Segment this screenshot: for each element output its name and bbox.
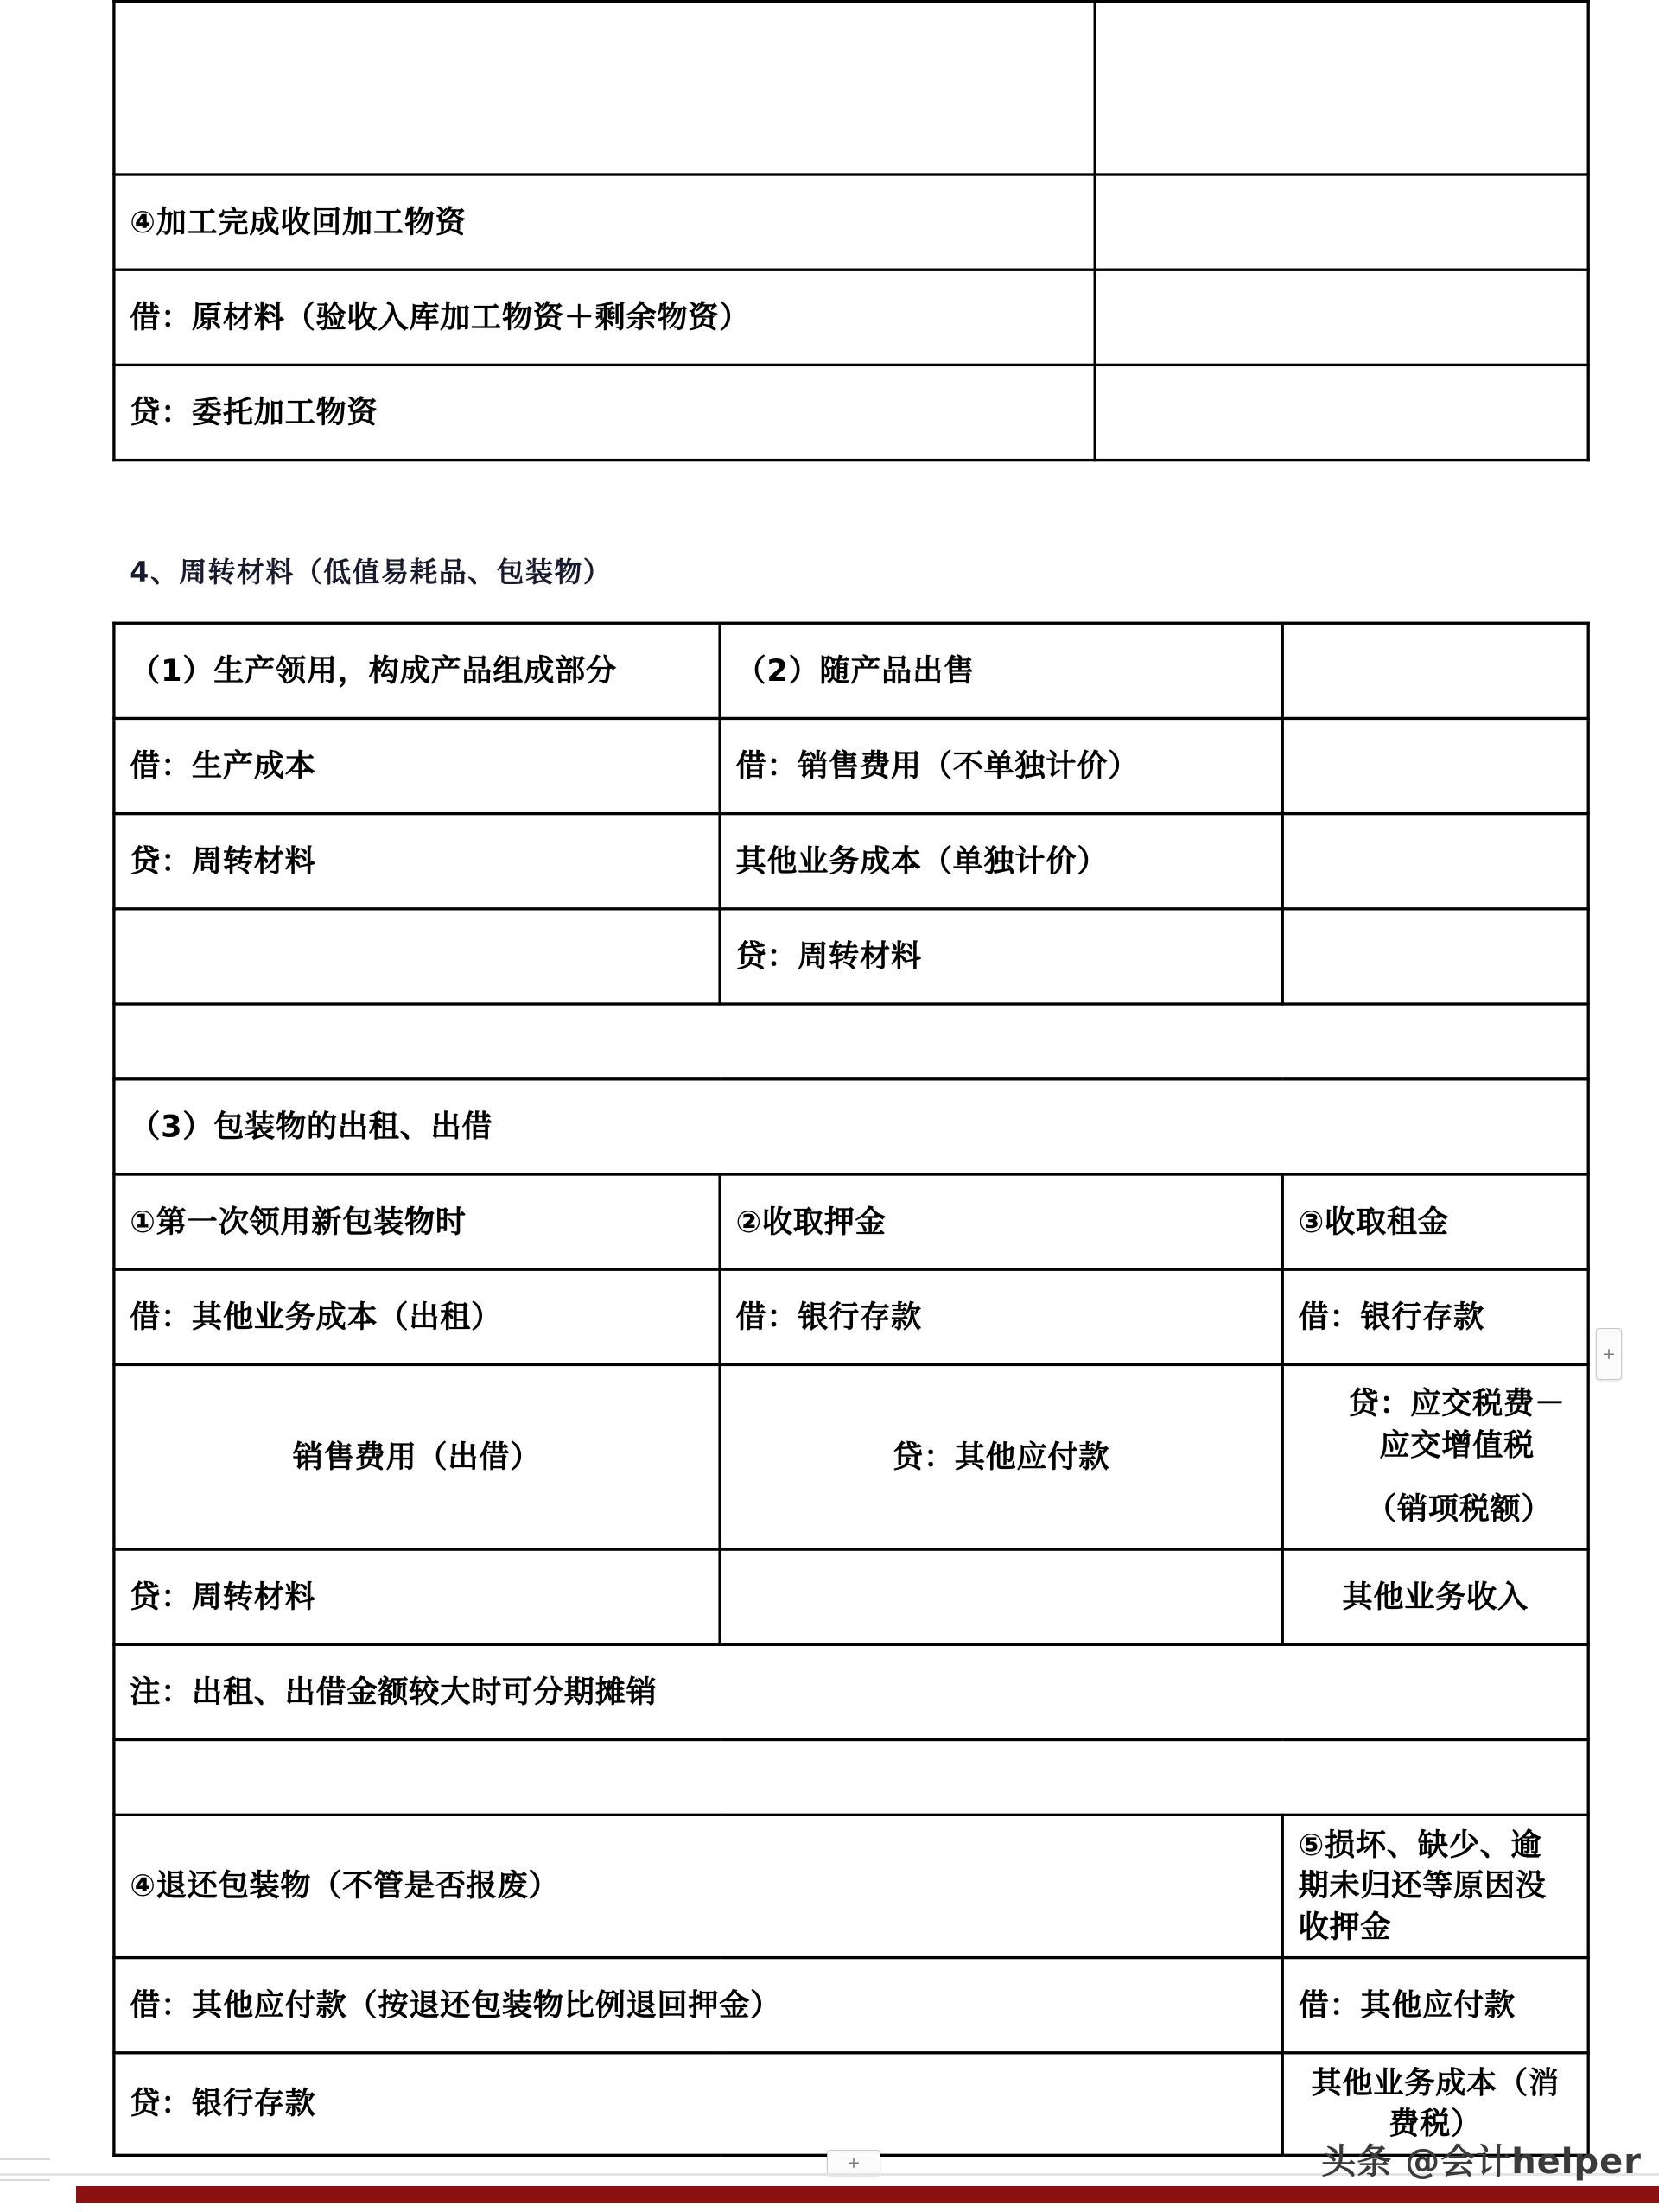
cell-step-4-right [1095,175,1588,270]
cell-subsection-3-title: （3）包装物的出租、出借 [114,1079,1588,1174]
cell-credit-tax-payable-vat-line1: 贷：应交税费－应交增值税 [1348,1387,1566,1463]
cell-case-3-title [1282,623,1588,718]
cell-debit-raw-materials: 借：原材料（验收入库加工物资＋剩余物资） [114,270,1095,365]
cell-spacer-1 [114,1004,1588,1079]
table-row [114,1644,1588,1739]
cell-debit-raw-materials-right [1095,270,1588,365]
table-processing-recovery [112,0,1590,461]
cell-case-1-title: （1）生产领用，构成产品组成部分 [114,623,720,718]
table-row [114,2,1588,175]
watermark-label: 头条 @会计helper [1321,2142,1642,2182]
table-spacer-row [114,1004,1588,1079]
cell-credit-entrusted-processing: 贷：委托加工物资 [114,365,1095,460]
cell-other-business-income: 其他业务收入 [1282,1549,1588,1644]
table-row [114,1174,1588,1269]
table-revolving-materials [112,622,1590,2157]
cell-debit-selling-expense: 借：销售费用（不单独计价） [720,718,1282,813]
table-row [114,1549,1588,1644]
cell-row3-col3 [1282,909,1588,1004]
cell-case-4-title: ④退还包装物（不管是否报废） [114,1815,1282,1957]
cell-debit-production-cost: 借：生产成本 [114,718,720,813]
cell-sub-case-3-title: ③收取租金 [1282,1174,1588,1269]
cell-empty-top-left [114,2,1095,175]
add-row-bottom-button[interactable]: + [827,2150,880,2176]
cell-credit-tax-payable-vat-group [1282,1364,1588,1549]
cell-case-5-title: ⑤损坏、缺少、逾期未归还等原因没收押金 [1282,1815,1588,1957]
cell-sub-case-1-title: ①第一次领用新包装物时 [114,1174,720,1269]
table-row [114,1269,1588,1364]
table-spacer-row [114,1740,1588,1815]
cell-credit-tax-payable-vat-line2: （销项税额） [1366,1491,1553,1527]
footer-accent-bar [76,2186,1659,2203]
cell-credit-bank-deposit-refund: 贷：银行存款 [114,2053,1282,2155]
cell-sub-row3-col2 [720,1549,1282,1644]
cell-row2-col3 [1282,814,1588,909]
cell-note-amortization: 注：出租、出借金额较大时可分期摊销 [114,1644,1588,1739]
cell-credit-other-payables: 贷：其他应付款 [720,1364,1282,1549]
cell-debit-bank-deposit-rentfee: 借：银行存款 [1282,1269,1588,1364]
cell-other-business-cost-consumption-tax: 其他业务成本（消费税） [1282,2053,1588,2155]
cell-credit-revolving-materials-1: 贷：周转材料 [114,814,720,909]
cell-debit-other-payables-refund: 借：其他应付款（按退还包装物比例退回押金） [114,1958,1282,2053]
cell-credit-revolving-materials-3: 贷：周转材料 [114,1549,720,1644]
table-row [114,814,1588,909]
table-row [114,1815,1588,1957]
table-row [114,1079,1588,1174]
cell-sub-case-2-title: ②收取押金 [720,1174,1282,1269]
cell-debit-other-payables-forfeit: 借：其他应付款 [1282,1958,1588,2053]
table-row [114,1958,1588,2053]
cell-debit-other-business-cost-rent: 借：其他业务成本（出租） [114,1269,720,1364]
cell-row3-col1 [114,909,720,1004]
table-row [114,365,1588,460]
cell-credit-entrusted-processing-right [1095,365,1588,460]
section-heading-revolving-materials: 4、周转材料（低值易耗品、包装物） [130,556,613,589]
cell-row1-col3 [1282,718,1588,813]
page-edge-marker [0,2158,50,2181]
table-row [114,1364,1588,1549]
table-row [114,909,1588,1004]
table-row [114,270,1588,365]
cell-empty-top-right [1095,2,1588,175]
cell-step-4-title: ④加工完成收回加工物资 [114,175,1095,270]
cell-credit-revolving-materials-2: 贷：周转材料 [720,909,1282,1004]
cell-spacer-2 [114,1740,1588,1815]
table-row [114,718,1588,813]
cell-selling-expense-lend: 销售费用（出借） [114,1364,720,1549]
table-row [114,623,1588,718]
cell-other-business-cost-separate: 其他业务成本（单独计价） [720,814,1282,909]
cell-debit-bank-deposit-deposit: 借：银行存款 [720,1269,1282,1364]
table-row [114,175,1588,270]
cell-case-2-title: （2）随产品出售 [720,623,1282,718]
add-row-right-button[interactable]: + [1596,1328,1622,1380]
